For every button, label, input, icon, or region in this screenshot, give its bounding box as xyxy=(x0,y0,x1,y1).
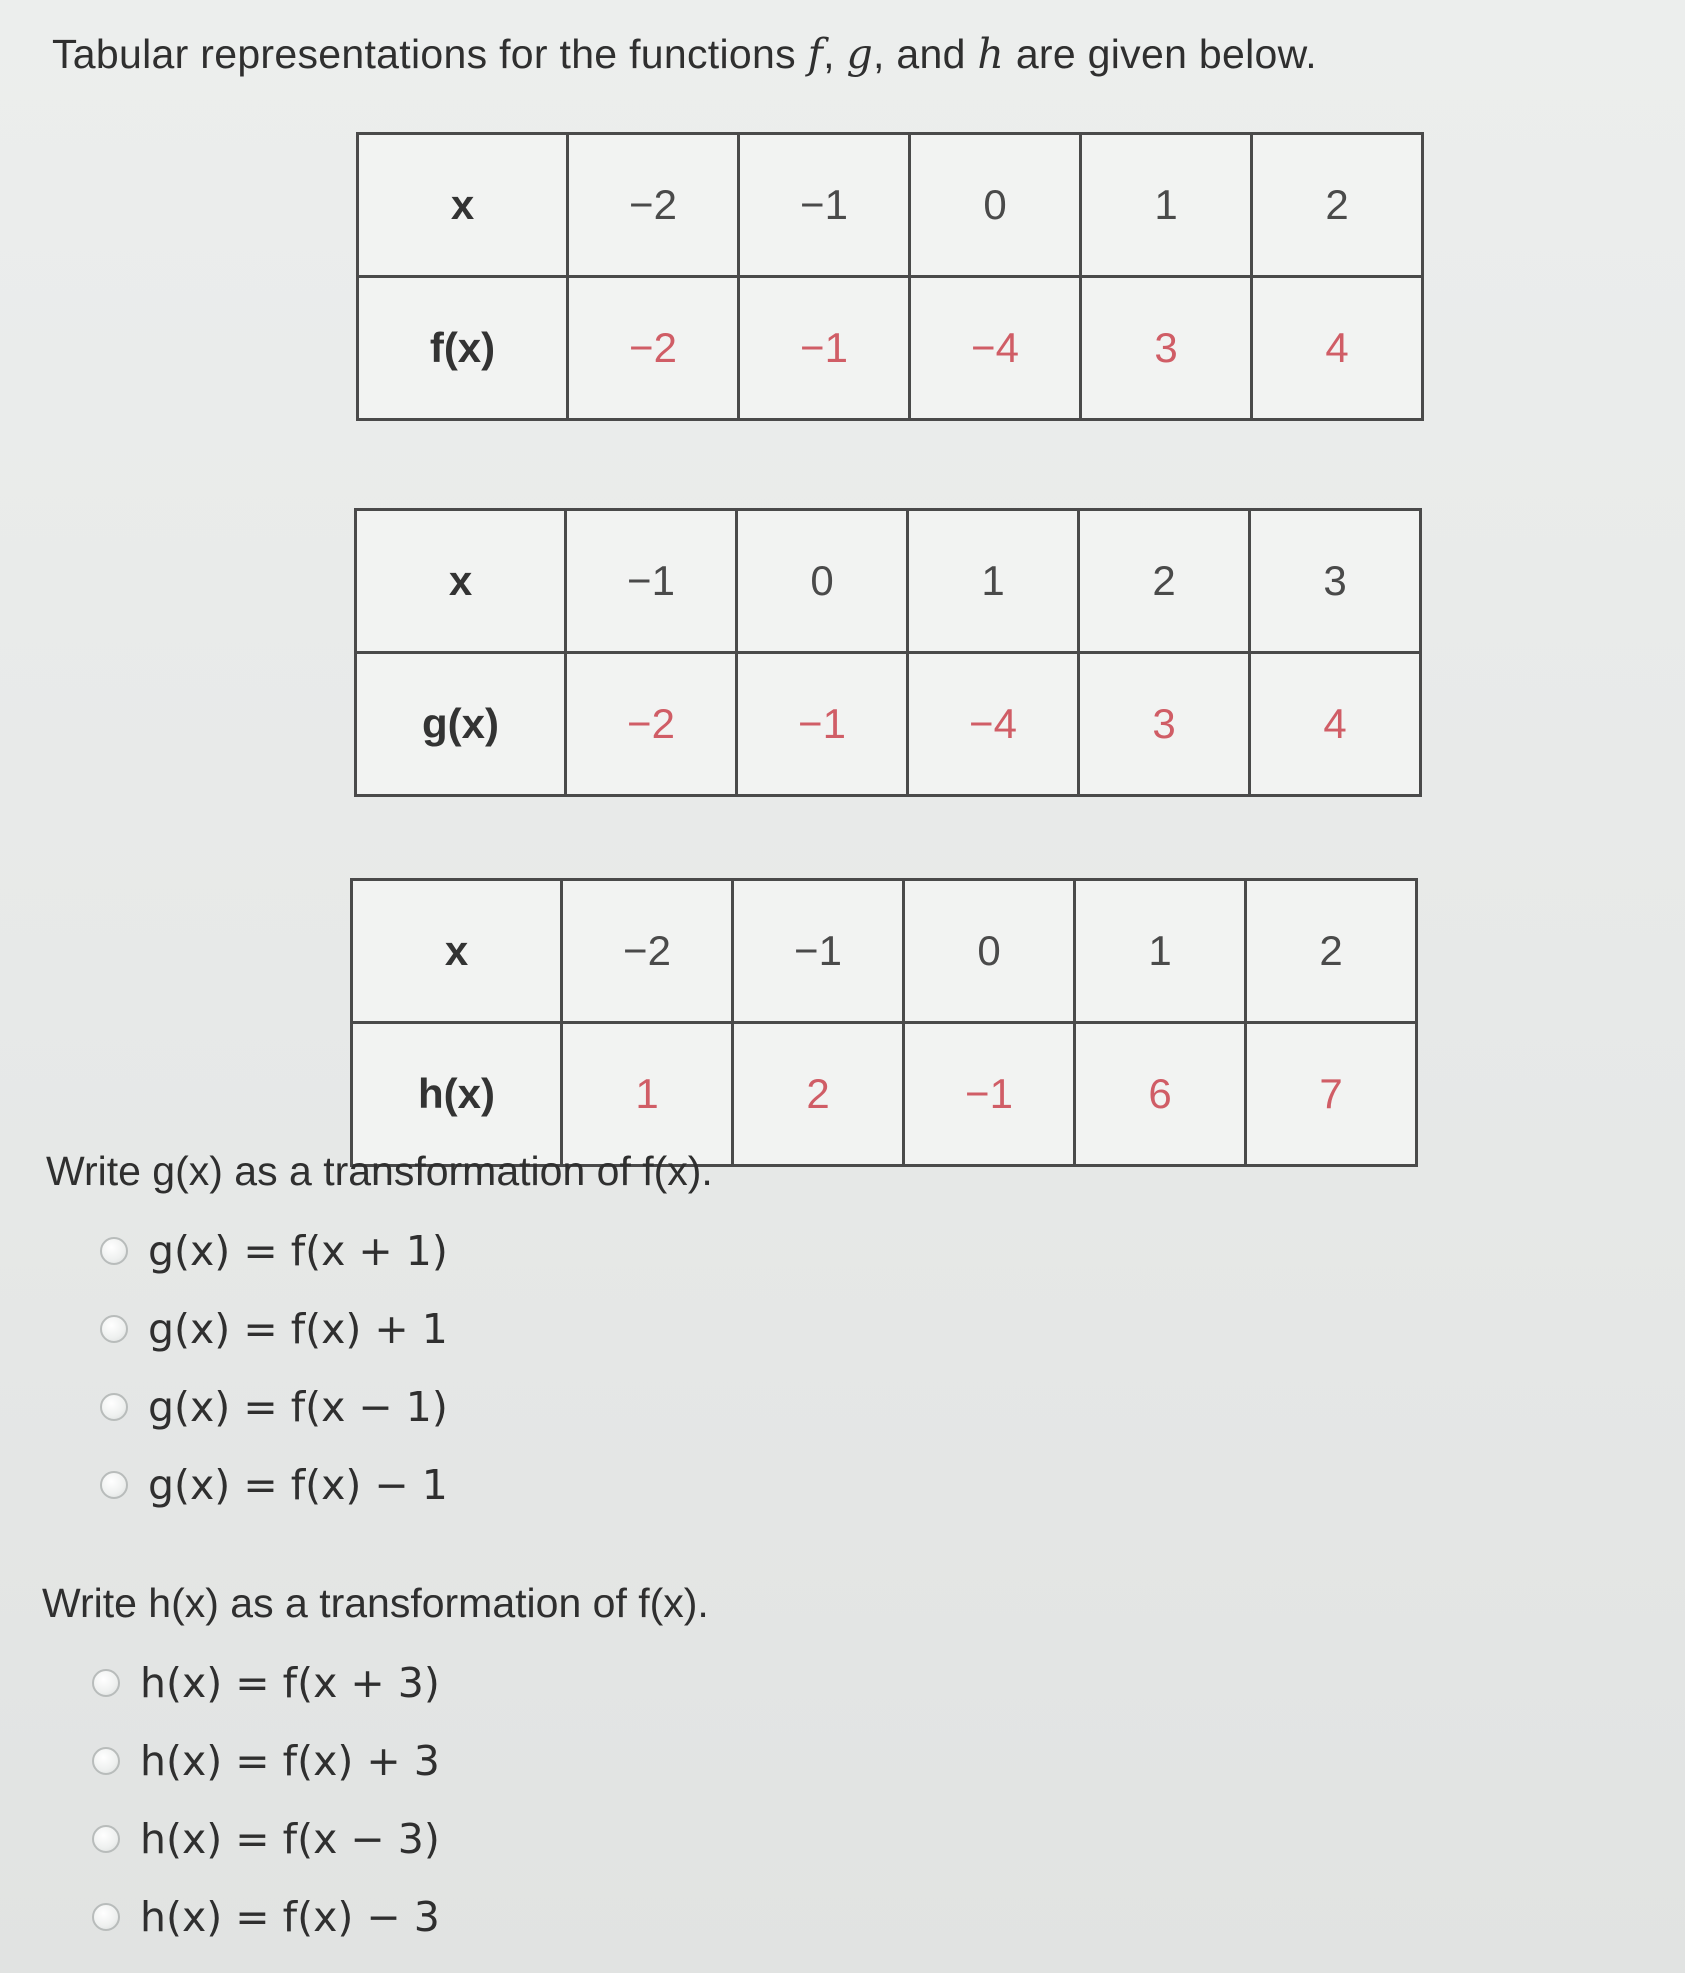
option-label[interactable]: g(x) = f(x + 1) xyxy=(148,1227,448,1275)
option-label[interactable]: h(x) = f(x) − 3 xyxy=(140,1893,440,1941)
radio-button[interactable] xyxy=(92,1669,120,1697)
intro-text: Tabular representations for the functions f, g, and h are given below. xyxy=(52,30,1317,78)
x-cell: −2 xyxy=(568,134,739,277)
option-label[interactable]: g(x) = f(x − 1) xyxy=(148,1383,448,1431)
table-h xyxy=(350,878,1418,1167)
y-cell: 2 xyxy=(733,1023,904,1166)
option-label[interactable]: g(x) = f(x) + 1 xyxy=(148,1305,448,1353)
fn-header: f(x) xyxy=(358,277,568,420)
y-cell: −2 xyxy=(568,277,739,420)
y-cell: −1 xyxy=(737,653,908,796)
x-cell: −1 xyxy=(733,880,904,1023)
q2-option-3[interactable] xyxy=(92,1800,440,1878)
x-cell: −1 xyxy=(566,510,737,653)
fn-header: g(x) xyxy=(356,653,566,796)
table-g xyxy=(354,508,1422,797)
q1-option-2[interactable] xyxy=(100,1290,448,1368)
y-cell: 3 xyxy=(1079,653,1250,796)
option-label[interactable]: h(x) = f(x) + 3 xyxy=(140,1737,440,1785)
table-row xyxy=(356,653,1421,796)
y-cell: 4 xyxy=(1252,277,1423,420)
y-cell: 1 xyxy=(562,1023,733,1166)
table-row xyxy=(352,1023,1417,1166)
x-header: x xyxy=(352,880,562,1023)
radio-button[interactable] xyxy=(100,1315,128,1343)
q2-option-4[interactable] xyxy=(92,1878,440,1956)
y-cell: −1 xyxy=(739,277,910,420)
y-cell: −2 xyxy=(566,653,737,796)
option-label[interactable]: h(x) = f(x + 3) xyxy=(140,1659,440,1707)
question-1-options xyxy=(100,1212,448,1524)
y-cell: −4 xyxy=(910,277,1081,420)
x-cell: 0 xyxy=(737,510,908,653)
y-cell: 4 xyxy=(1250,653,1421,796)
question-2-prompt: Write h(x) as a transformation of f(x). xyxy=(42,1580,709,1626)
option-label[interactable]: g(x) = f(x) − 1 xyxy=(148,1461,448,1509)
radio-button[interactable] xyxy=(92,1903,120,1931)
y-cell: 6 xyxy=(1075,1023,1246,1166)
question-1-prompt: Write g(x) as a transformation of f(x). xyxy=(46,1148,713,1194)
x-cell: 2 xyxy=(1079,510,1250,653)
fn-header: h(x) xyxy=(352,1023,562,1166)
table-row xyxy=(358,277,1423,420)
q1-option-4[interactable] xyxy=(100,1446,448,1524)
radio-button[interactable] xyxy=(100,1471,128,1499)
x-header: x xyxy=(356,510,566,653)
q1-option-3[interactable] xyxy=(100,1368,448,1446)
x-cell: 1 xyxy=(1081,134,1252,277)
table-row xyxy=(352,880,1417,1023)
x-cell: 2 xyxy=(1252,134,1423,277)
q1-option-1[interactable] xyxy=(100,1212,448,1290)
y-cell: −4 xyxy=(908,653,1079,796)
radio-button[interactable] xyxy=(92,1747,120,1775)
x-cell: −2 xyxy=(562,880,733,1023)
x-cell: 1 xyxy=(1075,880,1246,1023)
radio-button[interactable] xyxy=(100,1237,128,1265)
x-cell: 3 xyxy=(1250,510,1421,653)
q2-option-2[interactable] xyxy=(92,1722,440,1800)
x-cell: 0 xyxy=(904,880,1075,1023)
x-cell: 0 xyxy=(910,134,1081,277)
x-cell: 2 xyxy=(1246,880,1417,1023)
x-cell: 1 xyxy=(908,510,1079,653)
y-cell: 7 xyxy=(1246,1023,1417,1166)
table-f xyxy=(356,132,1424,421)
table-row xyxy=(358,134,1423,277)
x-cell: −1 xyxy=(739,134,910,277)
y-cell: −1 xyxy=(904,1023,1075,1166)
question-2-options xyxy=(92,1644,440,1956)
radio-button[interactable] xyxy=(92,1825,120,1853)
q2-option-1[interactable] xyxy=(92,1644,440,1722)
radio-button[interactable] xyxy=(100,1393,128,1421)
table-row xyxy=(356,510,1421,653)
y-cell: 3 xyxy=(1081,277,1252,420)
x-header: x xyxy=(358,134,568,277)
option-label[interactable]: h(x) = f(x − 3) xyxy=(140,1815,440,1863)
